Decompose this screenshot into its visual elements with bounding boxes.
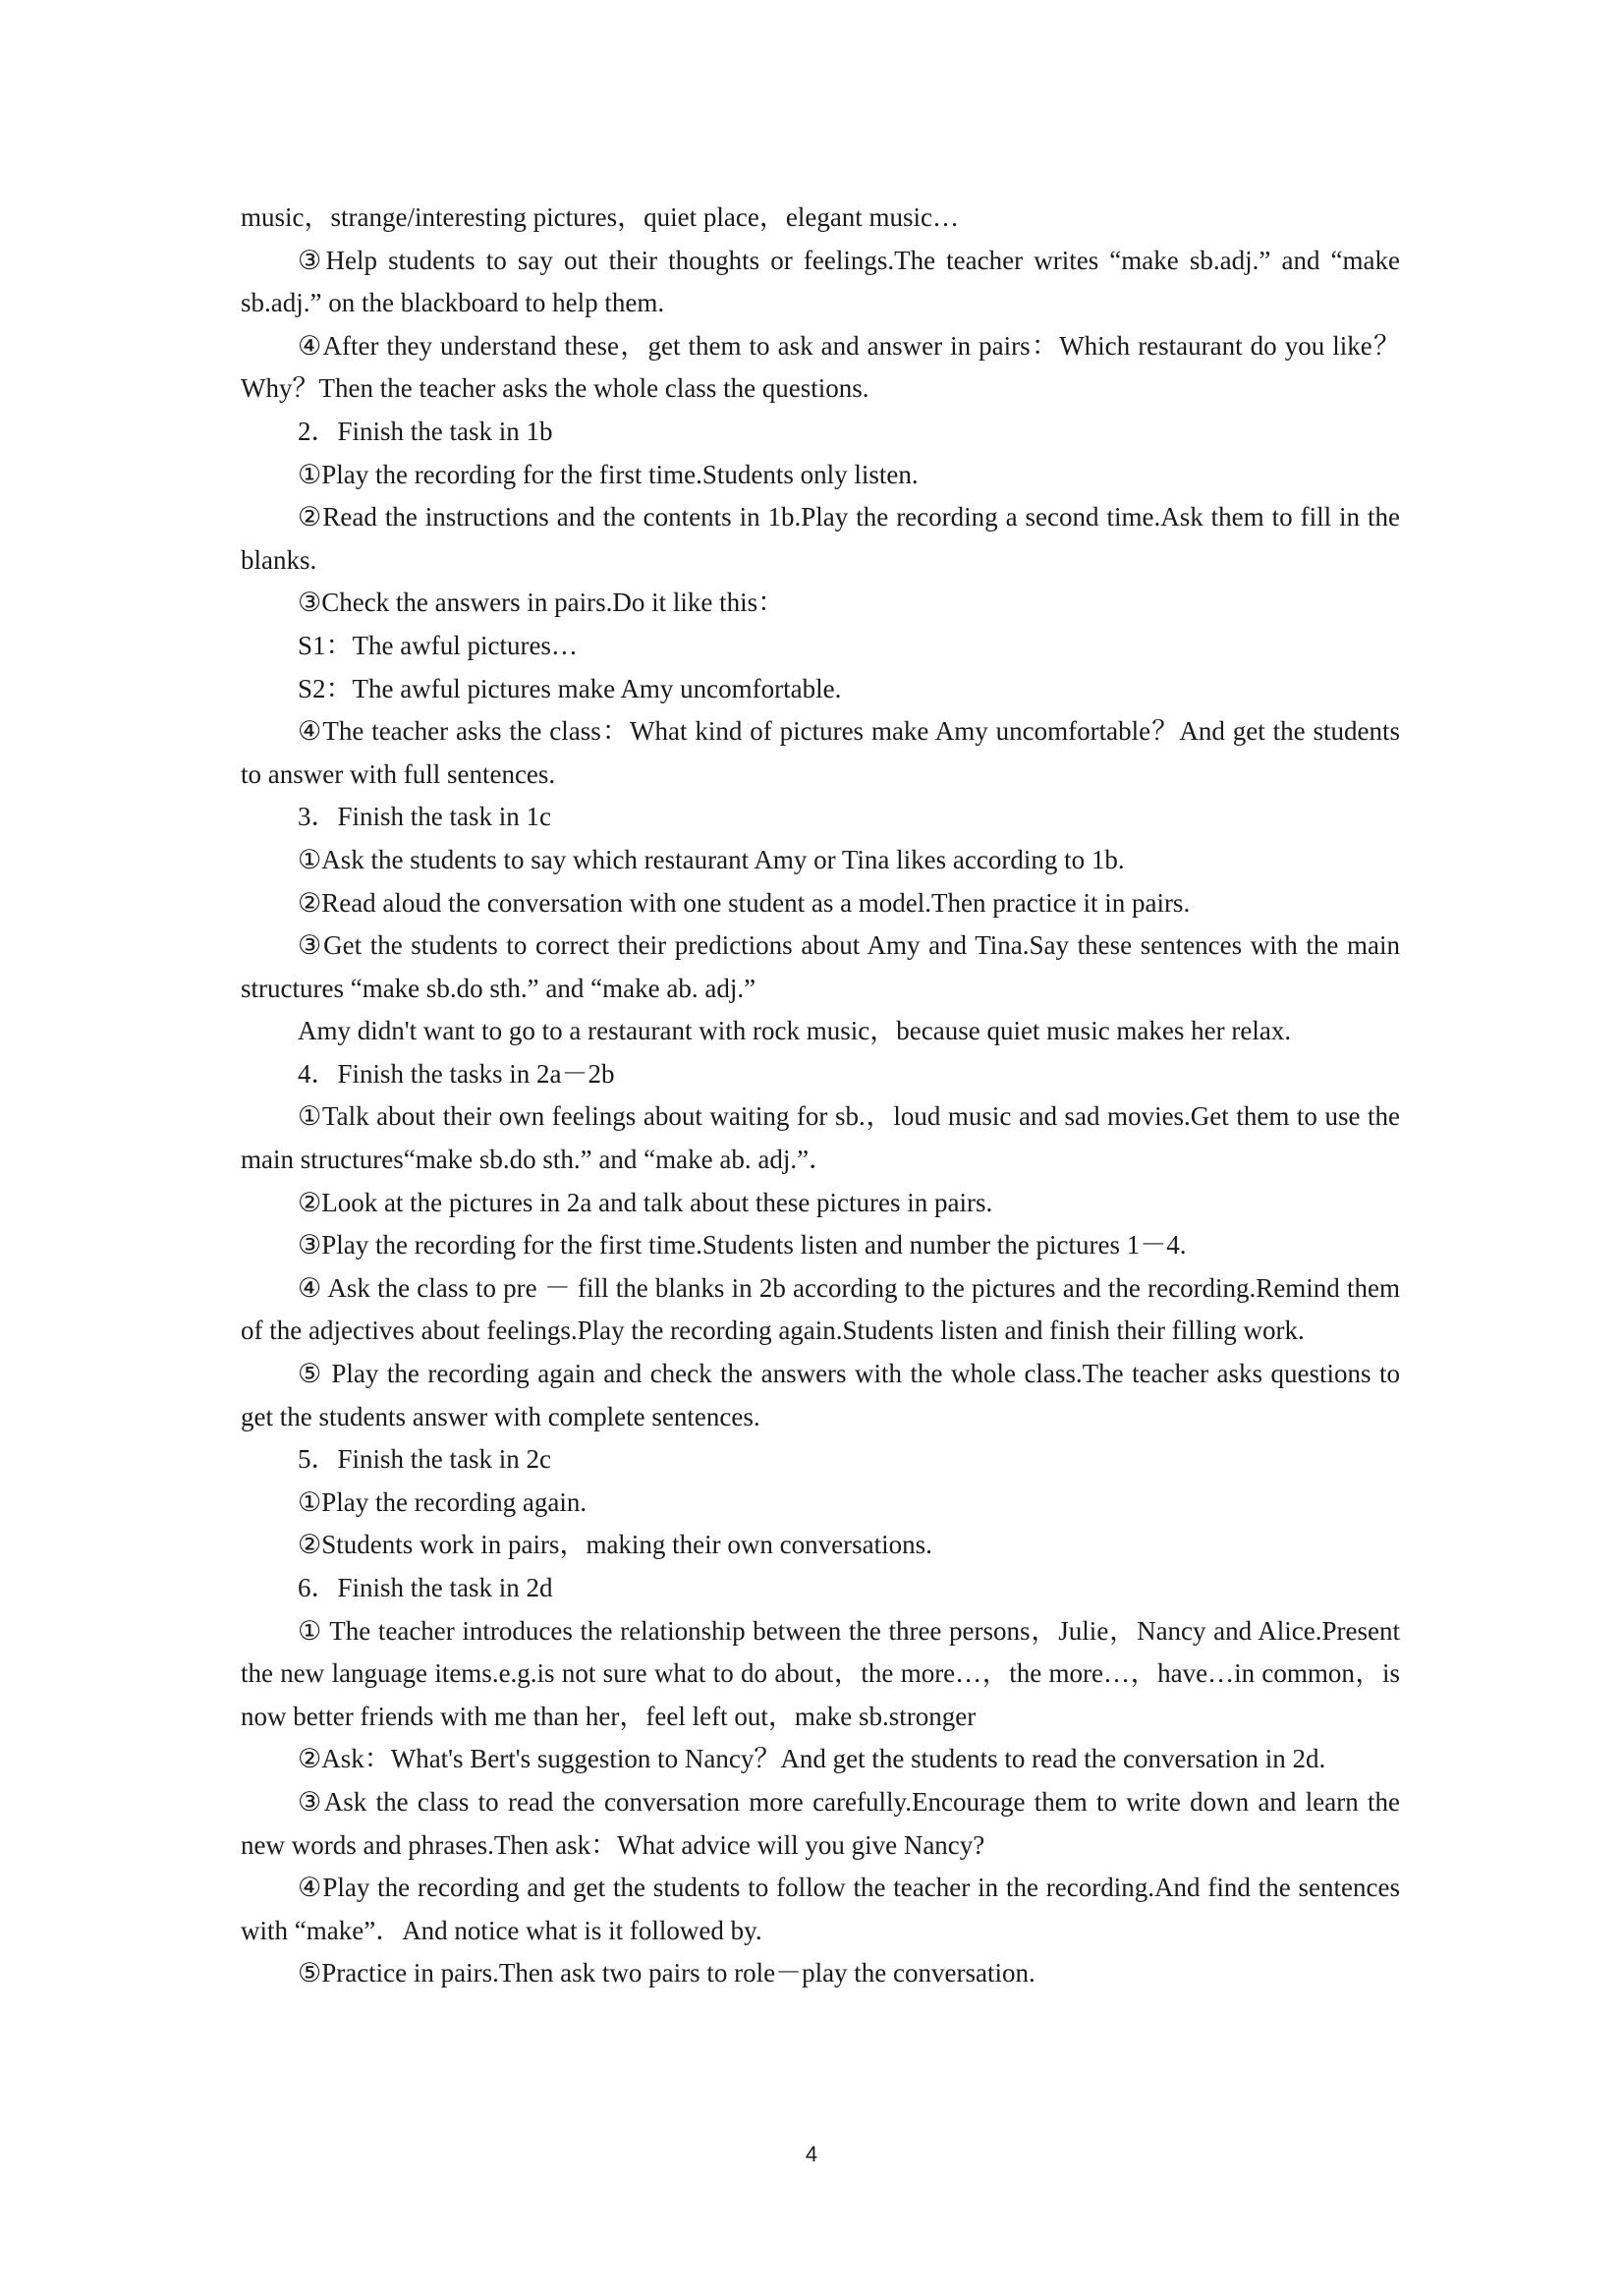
paragraph: ②Ask：What's Bert's suggestion to Nancy？And get the students to read the conversation in 2d.	[298, 1744, 1326, 1774]
paragraph: ⑤Practice in pairs.Then ask two pairs to role－play the conversation.	[298, 1958, 1035, 1988]
section-heading: 4．Finish the tasks in 2a－2b	[298, 1058, 615, 1089]
paragraph: ②Read aloud the conversation with one student as a model.Then practice it in pairs.	[298, 887, 1191, 918]
paragraph: ④ Ask the class to pre － fill the blanks in 2b according to the pictures and the recording.Remind them of the adjectives about feelings.Play the recording again.Students listen and finish their filling work.	[241, 1272, 1400, 1346]
paragraph: ①Play the recording again.	[298, 1486, 588, 1517]
paragraph: ④Play the recording and get the students to follow the teacher in the recording.And find the sentences with “make”．And notice what is it followed by.	[241, 1873, 1400, 1945]
paragraph: ③Help students to say out their thoughts or feelings.The teacher writes “make sb.adj.” and “make sb.adj.” on the blackboard to help them.	[241, 245, 1400, 318]
paragraph: ②Students work in pairs，making their own conversations.	[298, 1530, 932, 1560]
paragraph: music，strange/interesting pictures，quiet place，elegant music…	[241, 202, 960, 232]
paragraph: ②Look at the pictures in 2a and talk about these pictures in pairs.	[298, 1187, 993, 1217]
paragraph: ③Check the answers in pairs.Do it like this：	[298, 588, 785, 618]
section-heading: 2．Finish the task in 1b	[298, 416, 553, 446]
paragraph: ①Talk about their own feelings about waiting for sb.，loud music and sad movies.Get them to use the main structures“make sb.do sth.” and “make ab. adj.”．	[241, 1101, 1400, 1175]
paragraph: ③Get the students to correct their predictions about Amy and Tina.Say these sentences with the main structures “make sb.do sth.” and “make ab. adj.”	[241, 930, 1400, 1003]
paragraph: ③Play the recording for the first time.Students listen and number the pictures 1－4.	[298, 1230, 1187, 1260]
section-heading: 3．Finish the task in 1c	[298, 802, 551, 832]
section-heading: 6．Finish the task in 2d	[298, 1573, 553, 1602]
section-heading: 5．Finish the task in 2c	[298, 1444, 551, 1475]
document-body	[241, 196, 1400, 1995]
paragraph: ① The teacher introduces the relationship between the three persons，Julie，Nancy and Alice.Present the new language items.e.g.is not sure what to do about，the more…，the more…，have…in common，is now better friends with me than her，feel left out，make sb.stronger	[241, 1615, 1400, 1731]
paragraph: ③Ask the class to read the conversation more carefully.Encourage them to write down and learn the new words and phrases.Then ask：What advice will you give Nancy?	[241, 1786, 1400, 1860]
paragraph: Amy didn't want to go to a restaurant with rock music，because quiet music makes her relax.	[298, 1016, 1292, 1046]
dialogue-line: S1：The awful pictures…	[298, 630, 578, 660]
paragraph: ①Ask the students to say which restaurant Amy or Tina likes according to 1b.	[298, 844, 1125, 874]
dialogue-line: S2：The awful pictures make Amy uncomfortable.	[298, 673, 842, 703]
paragraph: ⑤ Play the recording again and check the answers with the whole class.The teacher asks questions to get the students answer with complete sentences.	[241, 1359, 1400, 1431]
paragraph: ④After they understand these，get them to ask and answer in pairs：Which restaurant do you like？Why？Then the teacher asks the whole class the questions.	[241, 330, 1400, 404]
paragraph: ②Read the instructions and the contents in 1b.Play the recording a second time.Ask them to fill in the blanks.	[241, 502, 1400, 575]
paragraph: ④The teacher asks the class：What kind of pictures make Amy uncomfortable？And get the students to answer with full sentences.	[241, 716, 1400, 789]
page-number: 4	[805, 2142, 818, 2166]
paragraph: ①Play the recording for the first time.Students only listen.	[298, 459, 919, 489]
